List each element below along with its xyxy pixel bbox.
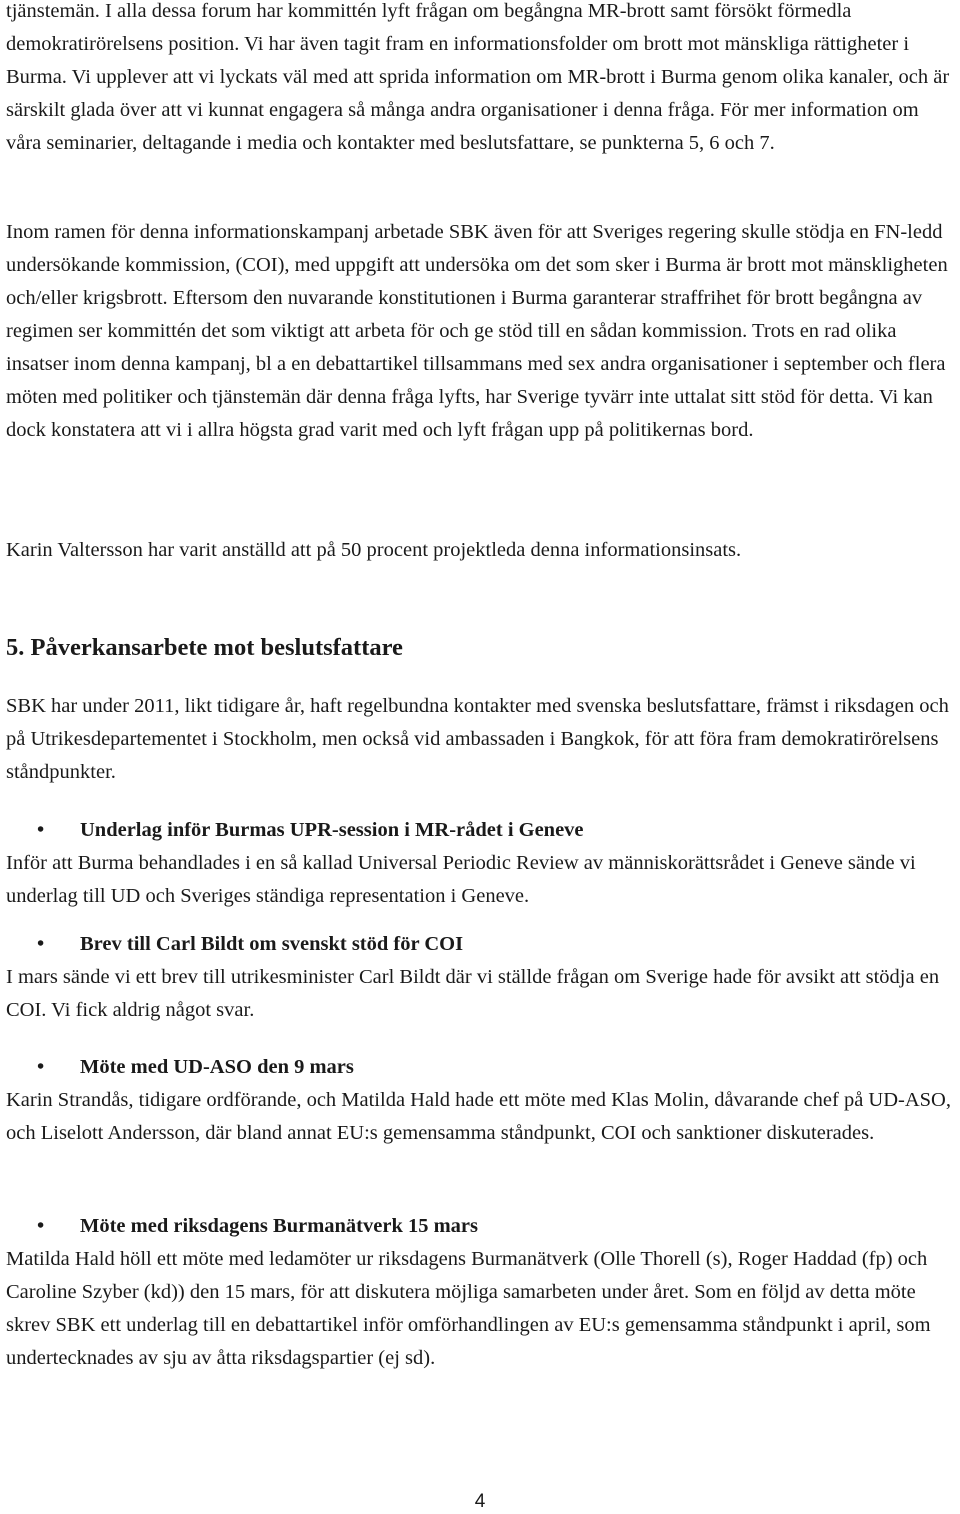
section-heading: 5. Påverkansarbete mot beslutsfattare (6, 634, 403, 661)
bullet-body: I mars sände vi ett brev till utrikesminister Carl Bildt där vi ställde frågan om Sverige hade för avsikt att stödja en COI. Vi fick aldrig något svar. (6, 966, 940, 1021)
paragraph-project-lead: Karin Valtersson har varit anställd att på 50 procent projektledа denna informationsinsats. (6, 539, 742, 561)
bullet-icon: • (37, 1215, 45, 1237)
bullet-item (6, 928, 956, 1027)
bullet-item (6, 1210, 956, 1375)
bullet-title-row (6, 814, 956, 847)
bullet-title: Brev till Carl Bildt om svenskt stöd för COI (80, 933, 464, 955)
bullet-body: Karin Strandås, tidigare ordförande, och Matilda Hald hade ett möte med Klas Molin, dåvarande chef på UD-ASO, och Liselott Andersson, där bland annat EU:s gemensamma ståndpunkt, COI och sanktioner diskuterades. (6, 1089, 951, 1144)
bullet-title: Möte med riksdagens Burmanätverk 15 mars (80, 1215, 479, 1237)
bullet-item (6, 1051, 956, 1150)
section-intro-paragraph: SBK har under 2011, likt tidigare år, haft regelbundna kontakter med svenska beslutsfattare, främst i riksdagen och på Utrikesdepartementet i Stockholm, men också vid ambassaden i Bangkok, för att föra fram demokratirörelsens ståndpunkter. (6, 695, 949, 783)
bullet-item (6, 814, 956, 913)
bullet-body: Inför att Burma behandlades i en så kallad Universal Periodic Review av människorättsrådet i Geneve sände vi underlag till UD och Sveriges ständiga representation i Geneve. (6, 852, 916, 907)
bullet-title-row (6, 1210, 956, 1243)
bullet-title-row (6, 1051, 956, 1084)
page-number: 4 (474, 1491, 486, 1512)
bullet-title: Underlag inför Burmas UPR-session i MR-rådet i Geneve (80, 819, 584, 841)
bullet-icon: • (37, 933, 45, 955)
bullet-icon: • (37, 819, 45, 841)
paragraph-coi-campaign: Inom ramen för denna informationskampanj arbetade SBK även för att Sveriges regering skulle stödja en FN-ledd undersökande kommission, (COI), med uppgift att undersöka om det som sker i Burma är brott mot mänskligheten och/eller krigsbrott. Eftersom den nuvarande konstitutionen i Burma garanterar straffrihet för brott begångna av regimen ser kommittén det som viktigt att arbeta för och ge stöd till en sådan kommission. Trots en rad olika insatser inom denna kampanj, bl a en debattartikel tillsammans med sex andra organisationer i september och flera möten med politiker och tjänstemän där denna fråga lyfts, har Sverige tyvärr inte uttalat sitt stöd för detta. Vi kan dock konstatera att vi i allra högsta grad varit med och lyft frågan upp på politikernas bord. (6, 221, 948, 441)
bullet-icon: • (37, 1056, 45, 1078)
bullet-title: Möte med UD-ASO den 9 mars (80, 1056, 354, 1078)
bullet-title-row (6, 928, 956, 961)
paragraph-intro: tjänstemän. I alla dessa forum har kommittén lyft frågan om begångna MR-brott samt försökt förmedla demokratirörelsens position. Vi har även tagit fram en informationsfolder om brott mot mänskliga rättigheter i Burma. Vi upplever att vi lyckats väl med att sprida information om MR-brott i Burma genom olika kanaler, och är särskilt glada över att vi kunnat engagera så många andra organisationer i denna fråga. För mer information om våra seminarier, deltagande i media och kontakter med beslutsfattare, se punkterna 5, 6 och 7. (6, 0, 950, 154)
bullet-body: Matilda Hald höll ett möte med ledamöter ur riksdagens Burmanätverk (Olle Thorell (s), Roger Haddad (fp) och Caroline Szyber (kd)) den 15 mars, för att diskutera möjliga samarbeten under året. Som en följd av detta möte skrev SBK ett underlag till en debattartikel inför omförhandlingen av EU:s gemensamma ståndpunkt i april, som undertecknades av sju av åtta riksdagspartier (ej sd). (6, 1248, 931, 1369)
